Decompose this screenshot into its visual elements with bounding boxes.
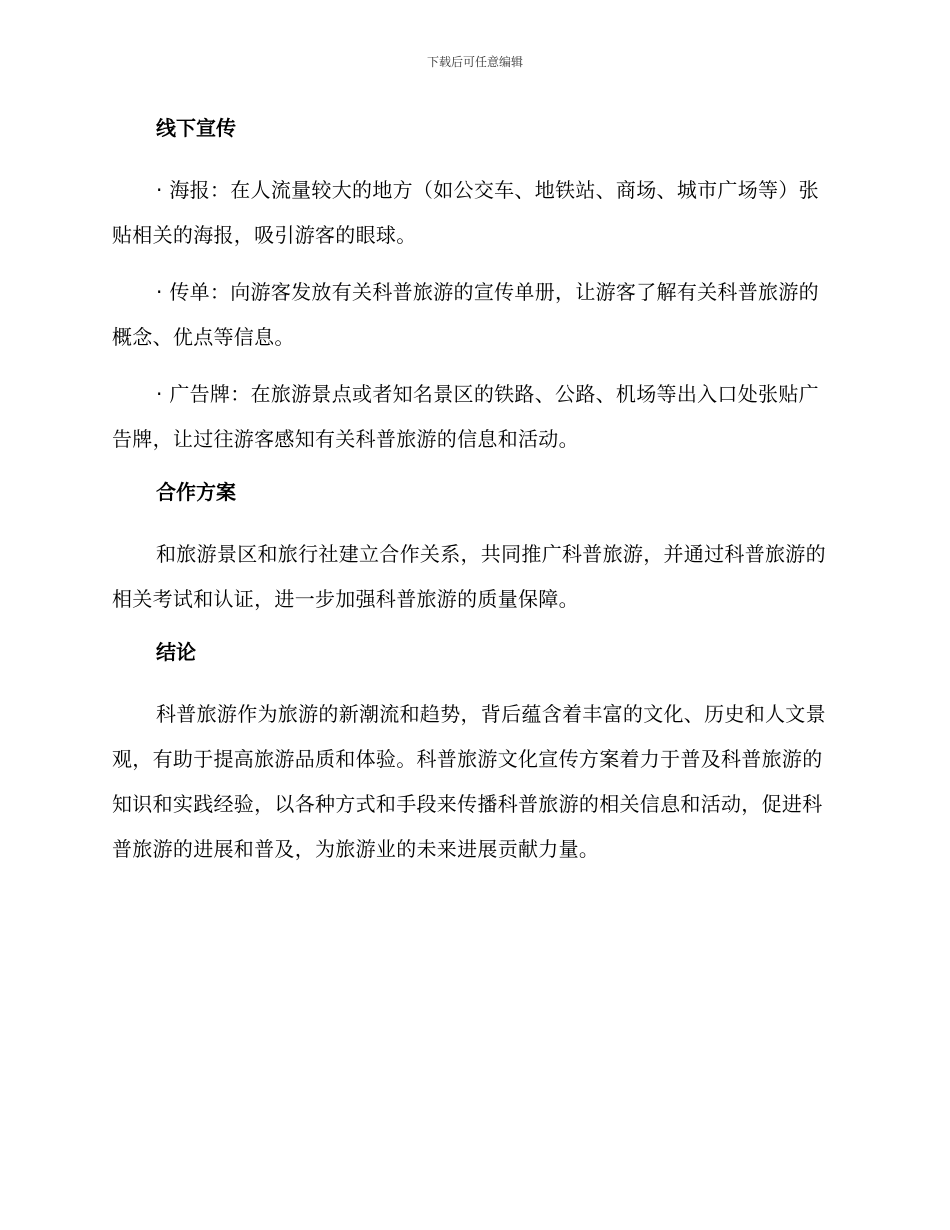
paragraph-flyer: · 传单：向游客发放有关科普旅游的宣传单册，让游客了解有关科普旅游的概念、优点等信息。: [112, 280, 819, 349]
document-body: [112, 110, 832, 884]
section-title: 结论: [156, 640, 196, 664]
section-conclusion: [112, 634, 832, 872]
paragraph-conclusion: 科普旅游作为旅游的新潮流和趋势，背后蕴含着丰富的文化、历史和人文景观，有助于提高旅游品质和体验。科普旅游文化宣传方案着力于普及科普旅游的知识和实践经验，以各种方式和手段来传播科普旅游的相关信息和活动，促进科普旅游的进展和普及，为旅游业的未来进展贡献力量。: [112, 702, 826, 861]
paragraph-poster: · 海报：在人流量较大的地方（如公交车、地铁站、商场、城市广场等）张贴相关的海报，吸引游客的眼球。: [112, 178, 819, 247]
paragraph-cooperation: 和旅游景区和旅行社建立合作关系，共同推广科普旅游，并通过科普旅游的相关考试和认证，进一步加强科普旅游的质量保障。: [112, 542, 826, 611]
page-header-note: 下载后可任意编辑: [426, 55, 523, 69]
section-cooperation: [112, 474, 832, 622]
section-title: 线下宣传: [156, 116, 236, 140]
section-offline-promotion: [112, 110, 832, 462]
section-title: 合作方案: [156, 480, 236, 504]
paragraph-billboard: · 广告牌：在旅游景点或者知名景区的铁路、公路、机场等出入口处张贴广告牌，让过往游客感知有关科普旅游的信息和活动。: [112, 382, 819, 451]
